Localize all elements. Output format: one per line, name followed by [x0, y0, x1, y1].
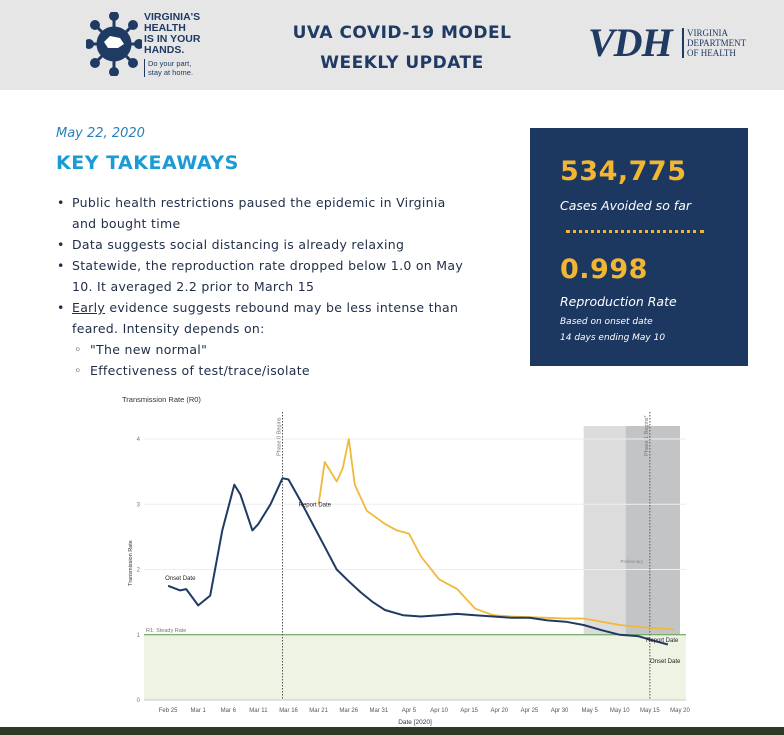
x-tick-label: Feb 25: [158, 708, 178, 714]
page-title: [270, 18, 534, 78]
x-tick-label: May 10: [609, 708, 630, 714]
y-axis-title: Transmission Rate: [128, 540, 134, 586]
y-tick-label: 0: [136, 698, 140, 704]
steady-rate-band: [144, 635, 686, 700]
virginia-health-logo: [86, 10, 216, 82]
list-item: [56, 297, 496, 318]
steady-rate-label: R1: Steady Rate: [146, 627, 187, 634]
vdh-name-1: VIRGINIA: [687, 28, 728, 38]
report-date-label-start: Report Date: [298, 502, 332, 509]
x-tick-label: Mar 11: [249, 708, 268, 714]
x-tick-label: Apr 25: [520, 708, 539, 714]
key-takeaways-heading: KEY TAKEAWAYS: [56, 152, 239, 174]
bullet-text: evidence suggests rebound may be less intense than: [105, 300, 459, 315]
chart-title: Transmission Rate (R0): [122, 395, 201, 404]
vdh-logo: [588, 22, 758, 64]
panel-divider: [566, 230, 704, 233]
list-item-continued: and bought time: [72, 216, 181, 231]
x-tick-label: Apr 10: [430, 708, 448, 714]
rate-note-window: 14 days ending May 10: [560, 333, 666, 343]
x-tick-label: Apr 20: [490, 708, 509, 714]
y-tick-label: 3: [136, 502, 140, 509]
bullet-emphasis: Early: [72, 300, 106, 315]
list-item-continued: 10. It averaged 2.2 prior to March 15: [72, 279, 315, 294]
event-label: Phase 0 Begins: [276, 417, 283, 456]
x-tick-label: Mar 31: [369, 708, 389, 714]
x-tick-label: May 20: [670, 708, 690, 714]
event-label: Phase 1 Begins*: [643, 415, 650, 456]
reproduction-rate-label: Reproduction Rate: [560, 294, 677, 309]
sub-list-item: [56, 339, 496, 360]
cases-avoided-label: Cases Avoided so far: [560, 198, 692, 213]
logo-line-4: HANDS.: [144, 44, 185, 56]
rate-note-basis: Based on onset date: [560, 317, 653, 327]
bullet-text: Public health restrictions paused the epidemic in Virginia: [72, 195, 446, 210]
logo-line-1: VIRGINIA'S: [144, 11, 201, 23]
list-item: [56, 255, 496, 276]
vdh-name-3: OF HEALTH: [687, 48, 736, 58]
x-axis-title: Date [2020]: [398, 719, 432, 726]
x-tick-label: Mar 16: [279, 708, 298, 714]
title-line-1: UVA COVID-19 MODEL: [292, 23, 512, 43]
list-item-continued: feared. Intensity depends on:: [72, 321, 265, 336]
x-tick-label: Apr 15: [460, 708, 479, 714]
bullet-text: Data suggests social distancing is already relaxing: [72, 237, 405, 252]
header-bar: [0, 0, 784, 90]
y-tick-label: 4: [136, 437, 140, 444]
list-item: [56, 192, 496, 213]
logo-line-2: HEALTH: [144, 22, 186, 34]
sub-bullet-text: Effectiveness of test/trace/isolate: [90, 363, 310, 378]
report-date-label-end: Report Date: [646, 637, 679, 644]
x-tick-label: Mar 26: [339, 708, 359, 714]
footer-strip: [0, 727, 784, 735]
stats-panel: [530, 128, 748, 366]
cases-avoided-value: 534,775: [560, 156, 687, 187]
x-tick-label: Mar 21: [309, 708, 328, 714]
x-tick-label: May 15: [640, 708, 660, 714]
transmission-rate-chart: [110, 390, 700, 726]
x-tick-label: Mar 1: [190, 708, 206, 714]
logo-sub-1: Do your part,: [148, 59, 192, 68]
logo-sub-2: stay at home.: [148, 68, 194, 77]
onset-date-label-start: Onset Date: [165, 575, 196, 582]
title-line-2: WEEKLY UPDATE: [320, 53, 484, 73]
reproduction-rate-value: 0.998: [560, 254, 648, 285]
onset-date-label-end: Onset Date: [650, 658, 681, 665]
bullet-text: Statewide, the reproduction rate dropped below 1.0 on May: [72, 258, 464, 273]
vdh-mark: VDH: [588, 20, 672, 65]
sub-bullet-text: "The new normal": [90, 342, 208, 357]
vdh-name-2: DEPARTMENT: [687, 38, 747, 48]
takeaways-list: [56, 192, 496, 381]
x-tick-label: May 5: [581, 708, 598, 714]
x-tick-label: Apr 30: [550, 708, 569, 714]
x-tick-label: Apr 5: [401, 708, 417, 714]
y-tick-label: 1: [136, 632, 140, 639]
update-date: May 22, 2020: [56, 126, 145, 141]
sub-list-item: [56, 360, 496, 381]
list-item: [56, 234, 496, 255]
logo-line-3: IS IN YOUR: [144, 33, 201, 45]
x-tick-label: Mar 6: [220, 708, 236, 714]
y-tick-label: 2: [136, 567, 140, 574]
virus-icon: [86, 12, 142, 76]
chart-svg: [110, 390, 700, 726]
preliminary-label: Preliminary: [620, 559, 644, 564]
